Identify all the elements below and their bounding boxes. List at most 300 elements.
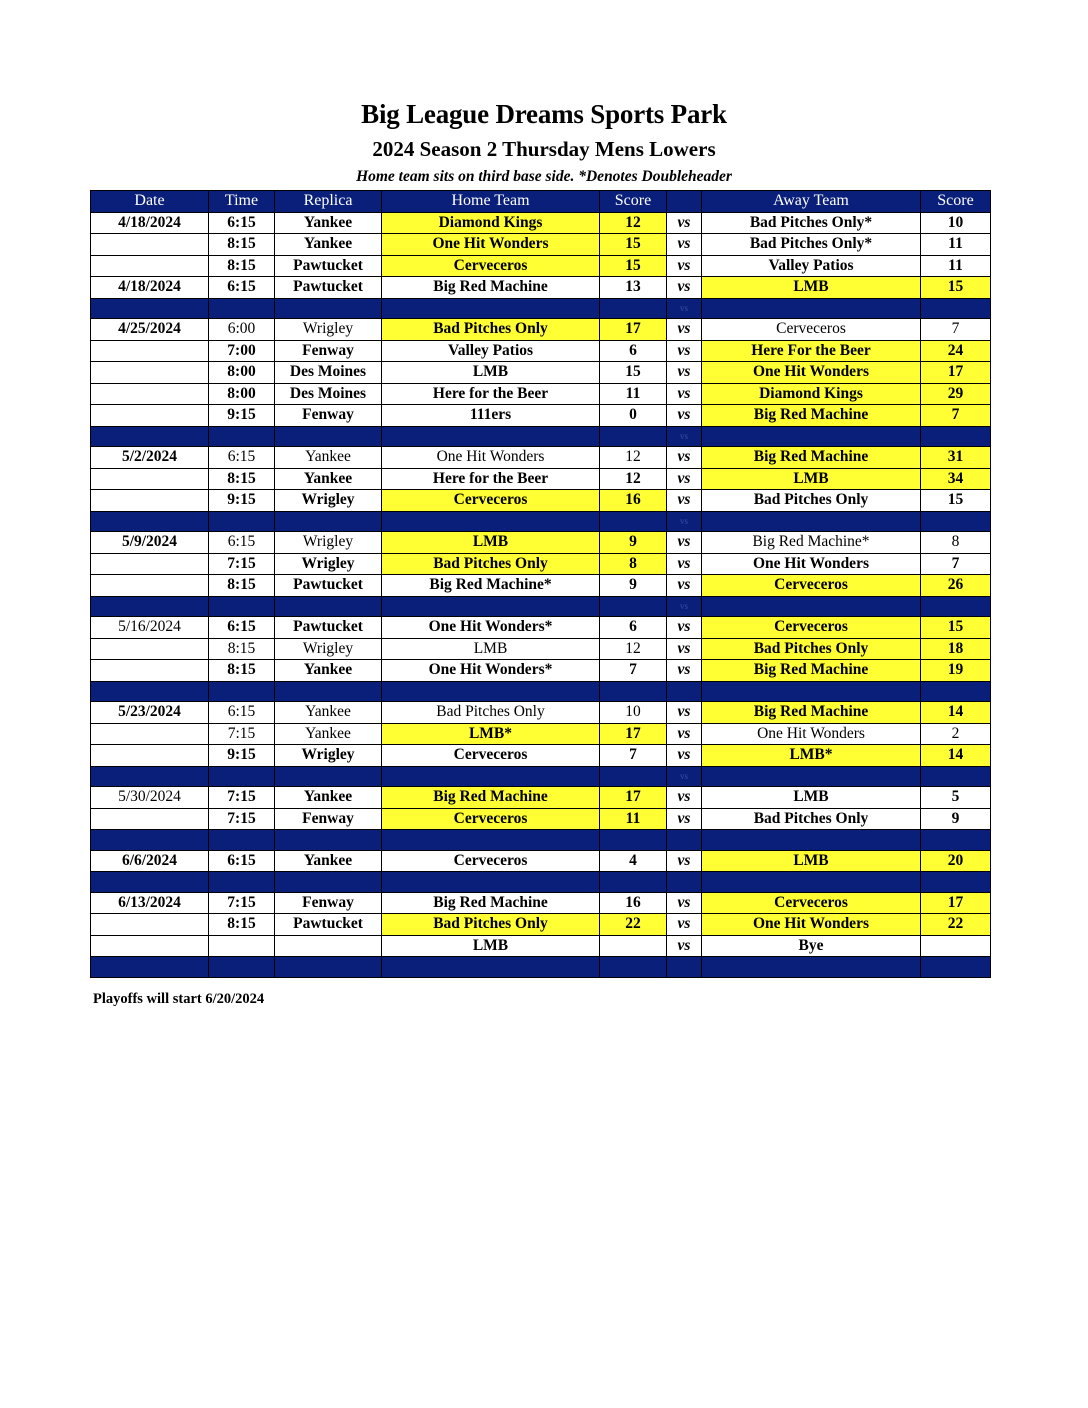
away-score: 26 (921, 575, 991, 597)
home-team: Bad Pitches Only (382, 319, 600, 341)
game-date: 5/2/2024 (91, 447, 209, 469)
away-team: Bad Pitches Only (702, 638, 921, 660)
game-replica: Fenway (275, 340, 382, 362)
away-team: Cerveceros (702, 319, 921, 341)
away-score (921, 935, 991, 957)
vs-label: vs (667, 319, 702, 341)
home-team: Cerveceros (382, 255, 600, 277)
game-date (91, 383, 209, 405)
separator-cell (921, 681, 991, 702)
home-score: 13 (600, 277, 667, 299)
separator-cell (382, 681, 600, 702)
away-team: Cerveceros (702, 892, 921, 914)
home-team: Here for the Beer (382, 468, 600, 490)
away-score: 7 (921, 319, 991, 341)
vs-label: vs (667, 490, 702, 512)
separator-cell (382, 766, 600, 787)
separator-cell (702, 298, 921, 319)
game-row (91, 745, 991, 767)
game-time: 8:15 (209, 914, 275, 936)
away-score: 14 (921, 745, 991, 767)
separator-cell (600, 872, 667, 893)
away-score: 11 (921, 255, 991, 277)
playoffs-note: Playoffs will start 6/20/2024 (93, 991, 265, 1007)
home-team: Cerveceros (382, 490, 600, 512)
separator-cell (209, 596, 275, 617)
separator-cell (702, 766, 921, 787)
game-time: 6:15 (209, 447, 275, 469)
game-row (91, 553, 991, 575)
game-time: 8:15 (209, 660, 275, 682)
game-date (91, 914, 209, 936)
separator-cell (921, 766, 991, 787)
home-team: LMB (382, 638, 600, 660)
game-replica: Pawtucket (275, 277, 382, 299)
game-replica: Yankee (275, 212, 382, 234)
away-score: 2 (921, 723, 991, 745)
vs-label: vs (667, 212, 702, 234)
separator-cell (921, 830, 991, 851)
vs-label: vs (667, 468, 702, 490)
game-replica: Yankee (275, 447, 382, 469)
week-separator-row (91, 957, 991, 978)
vs-label: vs (667, 660, 702, 682)
game-date: 4/18/2024 (91, 212, 209, 234)
separator-cell (600, 830, 667, 851)
game-row (91, 617, 991, 639)
vs-label: vs (667, 702, 702, 724)
vs-label: vs (667, 362, 702, 384)
home-score: 16 (600, 490, 667, 512)
separator-cell (600, 596, 667, 617)
separator-cell (209, 830, 275, 851)
separator-vs: vs (667, 426, 702, 447)
game-replica: Des Moines (275, 383, 382, 405)
away-team: Here For the Beer (702, 340, 921, 362)
separator-cell (702, 830, 921, 851)
game-row (91, 787, 991, 809)
game-time: 7:00 (209, 340, 275, 362)
game-time: 8:00 (209, 362, 275, 384)
vs-label: vs (667, 383, 702, 405)
game-date (91, 340, 209, 362)
game-time: 9:15 (209, 490, 275, 512)
game-date: 4/18/2024 (91, 277, 209, 299)
separator-cell (91, 426, 209, 447)
away-team: LMB (702, 277, 921, 299)
separator-vs (667, 957, 702, 978)
game-row (91, 935, 991, 957)
game-time (209, 935, 275, 957)
separator-cell (91, 298, 209, 319)
game-time: 7:15 (209, 787, 275, 809)
schedule-table (90, 190, 991, 978)
away-score: 31 (921, 447, 991, 469)
away-score: 19 (921, 660, 991, 682)
game-date (91, 660, 209, 682)
home-team: One Hit Wonders* (382, 617, 600, 639)
separator-cell (382, 596, 600, 617)
game-replica: Wrigley (275, 532, 382, 554)
home-team: LMB (382, 935, 600, 957)
game-time: 6:15 (209, 617, 275, 639)
away-score: 20 (921, 850, 991, 872)
vs-label: vs (667, 723, 702, 745)
home-score: 22 (600, 914, 667, 936)
week-separator-row (91, 596, 991, 617)
game-row (91, 405, 991, 427)
separator-vs: vs (667, 766, 702, 787)
col-header-vs (667, 191, 702, 213)
away-team: Cerveceros (702, 575, 921, 597)
vs-label: vs (667, 234, 702, 256)
game-row (91, 723, 991, 745)
separator-cell (382, 957, 600, 978)
game-row (91, 383, 991, 405)
separator-cell (921, 957, 991, 978)
separator-cell (702, 426, 921, 447)
game-row (91, 234, 991, 256)
away-score: 10 (921, 212, 991, 234)
separator-cell (91, 872, 209, 893)
game-time: 9:15 (209, 745, 275, 767)
separator-cell (921, 298, 991, 319)
game-replica: Fenway (275, 808, 382, 830)
separator-cell (91, 511, 209, 532)
vs-label: vs (667, 447, 702, 469)
home-score: 6 (600, 617, 667, 639)
home-team: Cerveceros (382, 808, 600, 830)
home-score: 9 (600, 575, 667, 597)
away-score: 15 (921, 277, 991, 299)
col-header-away-team: Away Team (702, 191, 921, 213)
vs-label: vs (667, 935, 702, 957)
week-separator-row (91, 426, 991, 447)
away-team: Bad Pitches Only (702, 490, 921, 512)
game-date (91, 575, 209, 597)
separator-cell (382, 511, 600, 532)
separator-cell (209, 681, 275, 702)
vs-label: vs (667, 277, 702, 299)
game-replica: Yankee (275, 787, 382, 809)
week-separator-row (91, 766, 991, 787)
separator-cell (921, 511, 991, 532)
home-score: 8 (600, 553, 667, 575)
away-score: 18 (921, 638, 991, 660)
game-row (91, 468, 991, 490)
game-date: 5/16/2024 (91, 617, 209, 639)
away-team: Diamond Kings (702, 383, 921, 405)
game-time: 8:15 (209, 468, 275, 490)
col-header-replica: Replica (275, 191, 382, 213)
game-time: 7:15 (209, 892, 275, 914)
separator-cell (600, 511, 667, 532)
home-team: One Hit Wonders* (382, 660, 600, 682)
game-date (91, 808, 209, 830)
home-team: One Hit Wonders (382, 234, 600, 256)
week-separator-row (91, 298, 991, 319)
separator-cell (275, 957, 382, 978)
vs-label: vs (667, 914, 702, 936)
vs-label: vs (667, 340, 702, 362)
away-team: Bad Pitches Only* (702, 234, 921, 256)
game-row (91, 850, 991, 872)
game-row (91, 319, 991, 341)
separator-vs (667, 830, 702, 851)
separator-cell (275, 511, 382, 532)
game-row (91, 340, 991, 362)
home-team: Diamond Kings (382, 212, 600, 234)
game-replica: Pawtucket (275, 575, 382, 597)
vs-label: vs (667, 850, 702, 872)
game-date (91, 234, 209, 256)
home-team: Big Red Machine (382, 277, 600, 299)
home-score: 10 (600, 702, 667, 724)
page-title: Big League Dreams Sports Park (361, 99, 727, 129)
game-time: 9:15 (209, 405, 275, 427)
game-replica: Wrigley (275, 553, 382, 575)
away-team: Big Red Machine (702, 660, 921, 682)
game-replica: Pawtucket (275, 617, 382, 639)
separator-cell (209, 766, 275, 787)
home-score: 17 (600, 319, 667, 341)
home-team: Valley Patios (382, 340, 600, 362)
col-header-home-score: Score (600, 191, 667, 213)
away-score: 29 (921, 383, 991, 405)
game-time: 8:15 (209, 575, 275, 597)
game-date (91, 553, 209, 575)
game-replica: Des Moines (275, 362, 382, 384)
game-date (91, 468, 209, 490)
separator-cell (275, 298, 382, 319)
game-time: 7:15 (209, 808, 275, 830)
away-team: LMB (702, 787, 921, 809)
game-replica: Yankee (275, 234, 382, 256)
away-score: 11 (921, 234, 991, 256)
home-team: Bad Pitches Only (382, 553, 600, 575)
game-replica: Pawtucket (275, 914, 382, 936)
separator-cell (275, 426, 382, 447)
separator-cell (600, 681, 667, 702)
game-row (91, 892, 991, 914)
separator-vs: vs (667, 596, 702, 617)
game-row (91, 914, 991, 936)
separator-cell (702, 681, 921, 702)
home-score: 17 (600, 787, 667, 809)
away-team: One Hit Wonders (702, 914, 921, 936)
separator-cell (382, 426, 600, 447)
home-score: 7 (600, 745, 667, 767)
col-header-away-score: Score (921, 191, 991, 213)
game-replica (275, 935, 382, 957)
col-header-home-team: Home Team (382, 191, 600, 213)
game-date (91, 638, 209, 660)
game-row (91, 808, 991, 830)
away-team: One Hit Wonders (702, 362, 921, 384)
game-date (91, 723, 209, 745)
vs-label: vs (667, 255, 702, 277)
away-team: Cerveceros (702, 617, 921, 639)
game-date (91, 490, 209, 512)
game-date (91, 362, 209, 384)
away-score: 14 (921, 702, 991, 724)
separator-cell (382, 830, 600, 851)
game-replica: Pawtucket (275, 255, 382, 277)
vs-label: vs (667, 553, 702, 575)
doubleheader-note: Home team sits on third base side. *Denotes Doubleheader (356, 168, 732, 185)
game-time: 6:15 (209, 212, 275, 234)
vs-label: vs (667, 532, 702, 554)
game-replica: Yankee (275, 660, 382, 682)
game-replica: Wrigley (275, 319, 382, 341)
separator-cell (91, 830, 209, 851)
col-header-date: Date (91, 191, 209, 213)
separator-cell (209, 872, 275, 893)
away-team: LMB (702, 850, 921, 872)
home-team: Big Red Machine (382, 892, 600, 914)
home-team: LMB (382, 362, 600, 384)
away-score: 15 (921, 490, 991, 512)
vs-label: vs (667, 575, 702, 597)
game-date: 6/13/2024 (91, 892, 209, 914)
separator-cell (921, 872, 991, 893)
game-time: 6:15 (209, 850, 275, 872)
separator-vs: vs (667, 298, 702, 319)
game-date: 4/25/2024 (91, 319, 209, 341)
home-score: 15 (600, 255, 667, 277)
home-score: 15 (600, 234, 667, 256)
game-replica: Wrigley (275, 745, 382, 767)
home-score: 12 (600, 638, 667, 660)
away-score: 22 (921, 914, 991, 936)
separator-cell (275, 681, 382, 702)
away-score: 24 (921, 340, 991, 362)
away-score: 34 (921, 468, 991, 490)
away-team: One Hit Wonders (702, 723, 921, 745)
game-row (91, 660, 991, 682)
game-time: 6:15 (209, 702, 275, 724)
separator-cell (600, 766, 667, 787)
vs-label: vs (667, 787, 702, 809)
separator-cell (275, 766, 382, 787)
home-score: 11 (600, 808, 667, 830)
separator-cell (209, 511, 275, 532)
schedule-body (91, 212, 991, 977)
week-separator-row (91, 681, 991, 702)
home-score: 6 (600, 340, 667, 362)
game-row (91, 532, 991, 554)
table-header-row (91, 191, 991, 213)
away-team: Big Red Machine* (702, 532, 921, 554)
away-team: Bye (702, 935, 921, 957)
separator-cell (275, 872, 382, 893)
home-team: 111ers (382, 405, 600, 427)
game-time: 8:00 (209, 383, 275, 405)
separator-cell (91, 957, 209, 978)
vs-label: vs (667, 617, 702, 639)
home-team: LMB* (382, 723, 600, 745)
away-score: 15 (921, 617, 991, 639)
away-team: Valley Patios (702, 255, 921, 277)
separator-cell (91, 681, 209, 702)
separator-cell (275, 596, 382, 617)
away-team: Big Red Machine (702, 405, 921, 427)
game-date: 5/30/2024 (91, 787, 209, 809)
game-date (91, 405, 209, 427)
game-replica: Yankee (275, 850, 382, 872)
home-team: One Hit Wonders (382, 447, 600, 469)
game-row (91, 277, 991, 299)
home-team: Bad Pitches Only (382, 914, 600, 936)
vs-label: vs (667, 638, 702, 660)
home-team: Big Red Machine (382, 787, 600, 809)
game-date: 5/23/2024 (91, 702, 209, 724)
separator-cell (702, 511, 921, 532)
home-score: 12 (600, 447, 667, 469)
game-row (91, 362, 991, 384)
separator-cell (702, 872, 921, 893)
separator-vs (667, 872, 702, 893)
away-team: Big Red Machine (702, 702, 921, 724)
game-replica: Wrigley (275, 638, 382, 660)
home-score: 15 (600, 362, 667, 384)
game-date (91, 255, 209, 277)
separator-cell (209, 426, 275, 447)
game-time: 8:15 (209, 234, 275, 256)
separator-cell (382, 298, 600, 319)
home-score: 16 (600, 892, 667, 914)
home-score: 17 (600, 723, 667, 745)
game-date: 5/9/2024 (91, 532, 209, 554)
home-score: 0 (600, 405, 667, 427)
game-replica: Yankee (275, 468, 382, 490)
vs-label: vs (667, 892, 702, 914)
separator-cell (91, 596, 209, 617)
away-team: Bad Pitches Only* (702, 212, 921, 234)
game-row (91, 490, 991, 512)
separator-cell (702, 596, 921, 617)
away-score: 9 (921, 808, 991, 830)
game-row (91, 212, 991, 234)
away-team: Bad Pitches Only (702, 808, 921, 830)
game-replica: Yankee (275, 723, 382, 745)
home-team: Big Red Machine* (382, 575, 600, 597)
separator-cell (921, 596, 991, 617)
game-date (91, 745, 209, 767)
separator-vs (667, 681, 702, 702)
game-time: 7:15 (209, 723, 275, 745)
game-time: 7:15 (209, 553, 275, 575)
game-time: 6:15 (209, 532, 275, 554)
separator-cell (921, 426, 991, 447)
away-team: LMB* (702, 745, 921, 767)
separator-cell (382, 872, 600, 893)
away-score: 17 (921, 362, 991, 384)
separator-cell (600, 298, 667, 319)
separator-cell (91, 766, 209, 787)
game-time: 8:15 (209, 638, 275, 660)
home-score: 7 (600, 660, 667, 682)
away-score: 7 (921, 405, 991, 427)
week-separator-row (91, 830, 991, 851)
col-header-time: Time (209, 191, 275, 213)
game-date: 6/6/2024 (91, 850, 209, 872)
page-subtitle: 2024 Season 2 Thursday Mens Lowers (372, 137, 716, 161)
home-score (600, 935, 667, 957)
away-team: Big Red Machine (702, 447, 921, 469)
game-row (91, 575, 991, 597)
week-separator-row (91, 511, 991, 532)
